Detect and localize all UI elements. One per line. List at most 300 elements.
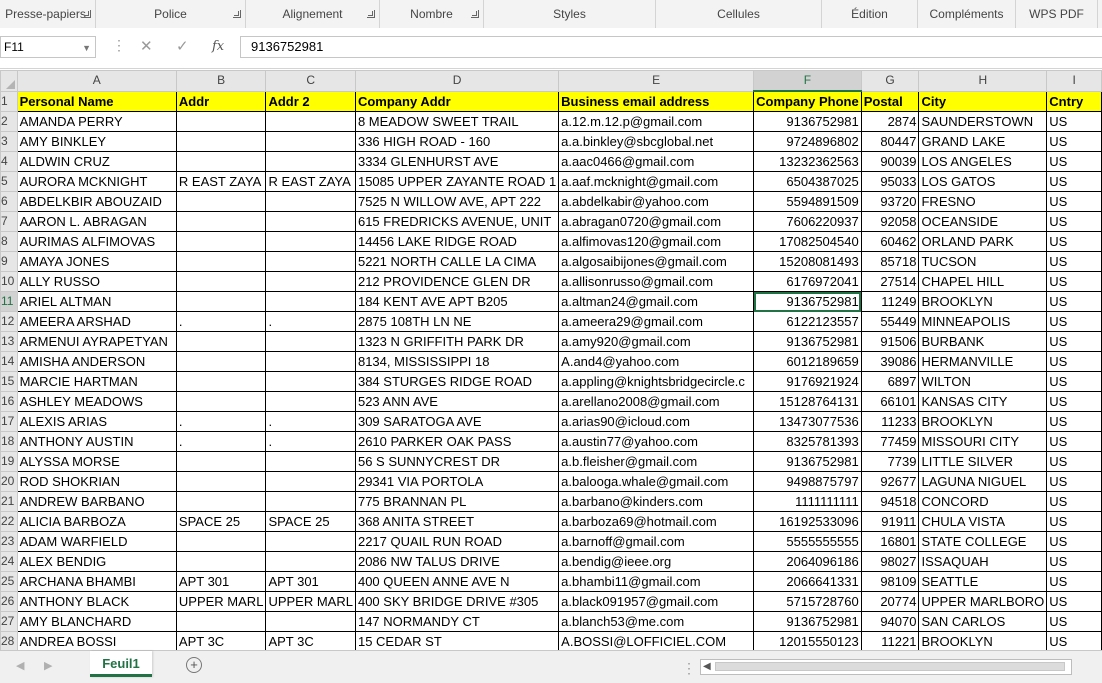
row-header[interactable]: 16 <box>1 392 18 412</box>
cell[interactable]: UPPER MARL <box>266 592 356 612</box>
cell[interactable]: US <box>1047 312 1102 332</box>
cell[interactable]: 6122123557 <box>754 312 862 332</box>
cell[interactable]: WILTON <box>919 372 1047 392</box>
cell[interactable]: 2217 QUAIL RUN ROAD <box>355 532 558 552</box>
dialog-launcher-icon[interactable] <box>471 10 479 18</box>
cell[interactable]: a.a.binkley@sbcglobal.net <box>559 132 754 152</box>
cell[interactable]: ALYSSA MORSE <box>17 452 176 472</box>
cell[interactable]: US <box>1047 512 1102 532</box>
cell[interactable]: 368 ANITA STREET <box>355 512 558 532</box>
cell[interactable]: US <box>1047 532 1102 552</box>
cell[interactable]: a.abragan0720@gmail.com <box>559 212 754 232</box>
cell[interactable]: 15085 UPPER ZAYANTE ROAD 1 <box>355 172 558 192</box>
column-header-e[interactable]: E <box>559 71 754 92</box>
cell[interactable]: ANTHONY BLACK <box>17 592 176 612</box>
column-header-h[interactable]: H <box>919 71 1047 92</box>
cell[interactable]: OCEANSIDE <box>919 212 1047 232</box>
cell[interactable]: US <box>1047 272 1102 292</box>
cell[interactable]: 2610 PARKER OAK PASS <box>355 432 558 452</box>
cell[interactable] <box>266 452 356 472</box>
tab-splitter[interactable]: ⋮ <box>682 660 696 676</box>
cell[interactable]: 77459 <box>861 432 919 452</box>
cell[interactable]: 17082504540 <box>754 232 862 252</box>
cell[interactable]: APT 301 <box>266 572 356 592</box>
cell[interactable]: 2875 108TH LN NE <box>355 312 558 332</box>
column-title-cell[interactable]: Company Phone <box>754 91 862 112</box>
column-title-cell[interactable]: Personal Name <box>17 91 176 112</box>
row-header[interactable]: 5 <box>1 172 18 192</box>
cell[interactable] <box>176 152 266 172</box>
cell[interactable]: FRESNO <box>919 192 1047 212</box>
cell[interactable]: 56 S SUNNYCREST DR <box>355 452 558 472</box>
cell[interactable]: 7525 N WILLOW AVE, APT 222 <box>355 192 558 212</box>
cell[interactable]: ARIEL ALTMAN <box>17 292 176 312</box>
cell[interactable]: APT 3C <box>176 632 266 652</box>
cell[interactable] <box>266 212 356 232</box>
cell[interactable] <box>176 492 266 512</box>
cell[interactable]: ANTHONY AUSTIN <box>17 432 176 452</box>
row-header[interactable]: 3 <box>1 132 18 152</box>
formula-input[interactable] <box>240 36 1102 58</box>
row-header[interactable]: 2 <box>1 112 18 132</box>
dialog-launcher-icon[interactable] <box>367 10 375 18</box>
cell[interactable]: AURORA MCKNIGHT <box>17 172 176 192</box>
cell[interactable]: CHAPEL HILL <box>919 272 1047 292</box>
close-icon[interactable]: ✕ <box>140 38 153 55</box>
cell[interactable] <box>266 532 356 552</box>
cell[interactable]: 2064096186 <box>754 552 862 572</box>
cell[interactable]: US <box>1047 212 1102 232</box>
cell[interactable]: a.arellano2008@gmail.com <box>559 392 754 412</box>
cell[interactable]: 9136752981 <box>754 112 862 132</box>
column-header-c[interactable]: C <box>266 71 356 92</box>
cell[interactable]: 16192533096 <box>754 512 862 532</box>
cell[interactable]: US <box>1047 572 1102 592</box>
cell[interactable]: 309 SARATOGA AVE <box>355 412 558 432</box>
cell[interactable]: BROOKLYN <box>919 412 1047 432</box>
cell[interactable]: A.and4@yahoo.com <box>559 352 754 372</box>
cell[interactable]: 400 QUEEN ANNE AVE N <box>355 572 558 592</box>
cell[interactable]: a.austin77@yahoo.com <box>559 432 754 452</box>
column-title-cell[interactable]: Addr <box>176 91 266 112</box>
cell[interactable]: GRAND LAKE <box>919 132 1047 152</box>
cell[interactable] <box>176 472 266 492</box>
cell[interactable]: 60462 <box>861 232 919 252</box>
cell[interactable]: 5594891509 <box>754 192 862 212</box>
cell[interactable] <box>176 352 266 372</box>
cell[interactable]: a.arias90@icloud.com <box>559 412 754 432</box>
cell[interactable]: 8 MEADOW SWEET TRAIL <box>355 112 558 132</box>
cell[interactable]: STATE COLLEGE <box>919 532 1047 552</box>
cell[interactable] <box>266 612 356 632</box>
cell[interactable]: a.ameera29@gmail.com <box>559 312 754 332</box>
cell[interactable]: ALLY RUSSO <box>17 272 176 292</box>
cell[interactable]: US <box>1047 292 1102 312</box>
cell[interactable]: MARCIE HARTMAN <box>17 372 176 392</box>
cell[interactable]: 3334 GLENHURST AVE <box>355 152 558 172</box>
cell[interactable]: ALEXIS ARIAS <box>17 412 176 432</box>
cell[interactable]: 90039 <box>861 152 919 172</box>
cell[interactable]: a.algosaibijones@gmail.com <box>559 252 754 272</box>
cell[interactable]: 775 BRANNAN PL <box>355 492 558 512</box>
dialog-launcher-icon[interactable] <box>83 10 91 18</box>
cell[interactable]: US <box>1047 152 1102 172</box>
cell[interactable]: 39086 <box>861 352 919 372</box>
cell[interactable]: 1323 N GRIFFITH PARK DR <box>355 332 558 352</box>
cell[interactable]: 55449 <box>861 312 919 332</box>
cell[interactable]: US <box>1047 352 1102 372</box>
cell[interactable]: 400 SKY BRIDGE DRIVE #305 <box>355 592 558 612</box>
cell[interactable]: BROOKLYN <box>919 292 1047 312</box>
cell[interactable]: 9724896802 <box>754 132 862 152</box>
row-header[interactable]: 12 <box>1 312 18 332</box>
cell[interactable]: US <box>1047 632 1102 652</box>
worksheet-grid[interactable] <box>0 70 1102 652</box>
cell[interactable]: a.bendig@ieee.org <box>559 552 754 572</box>
cell[interactable]: R EAST ZAYA <box>176 172 266 192</box>
cell[interactable]: LAGUNA NIGUEL <box>919 472 1047 492</box>
cell[interactable]: . <box>176 432 266 452</box>
cell[interactable] <box>266 272 356 292</box>
cell[interactable] <box>176 272 266 292</box>
cell[interactable]: US <box>1047 172 1102 192</box>
cell[interactable]: US <box>1047 392 1102 412</box>
cell[interactable]: 7739 <box>861 452 919 472</box>
cell[interactable]: 14456 LAKE RIDGE ROAD <box>355 232 558 252</box>
cell[interactable]: SPACE 25 <box>176 512 266 532</box>
dialog-launcher-icon[interactable] <box>233 10 241 18</box>
cell[interactable]: . <box>266 412 356 432</box>
row-header[interactable]: 26 <box>1 592 18 612</box>
column-title-cell[interactable]: Postal <box>861 91 919 112</box>
cell[interactable]: 29341 VIA PORTOLA <box>355 472 558 492</box>
cell[interactable]: 2066641331 <box>754 572 862 592</box>
cell[interactable]: 91506 <box>861 332 919 352</box>
cell[interactable] <box>176 372 266 392</box>
cell[interactable] <box>176 112 266 132</box>
cell[interactable] <box>266 152 356 172</box>
cell[interactable]: 11233 <box>861 412 919 432</box>
cell[interactable]: US <box>1047 592 1102 612</box>
cell[interactable] <box>176 212 266 232</box>
cell[interactable] <box>176 612 266 632</box>
cell[interactable]: a.barboza69@hotmail.com <box>559 512 754 532</box>
cell[interactable]: 615 FREDRICKS AVENUE, UNIT <box>355 212 558 232</box>
cell[interactable]: . <box>266 312 356 332</box>
cell[interactable]: CONCORD <box>919 492 1047 512</box>
cell[interactable]: US <box>1047 252 1102 272</box>
cell[interactable]: US <box>1047 492 1102 512</box>
cell[interactable]: APT 3C <box>266 632 356 652</box>
cell[interactable]: LOS GATOS <box>919 172 1047 192</box>
column-title-cell[interactable]: City <box>919 91 1047 112</box>
cell[interactable]: 184 KENT AVE APT B205 <box>355 292 558 312</box>
cell[interactable]: ADAM WARFIELD <box>17 532 176 552</box>
cell[interactable]: a.abdelkabir@yahoo.com <box>559 192 754 212</box>
row-header[interactable]: 25 <box>1 572 18 592</box>
cell[interactable]: ALDWIN CRUZ <box>17 152 176 172</box>
cell[interactable] <box>266 392 356 412</box>
cell[interactable] <box>176 192 266 212</box>
column-header-b[interactable]: B <box>176 71 266 92</box>
cell[interactable]: 92058 <box>861 212 919 232</box>
cell[interactable]: AMY BINKLEY <box>17 132 176 152</box>
cell[interactable]: a.aac0466@gmail.com <box>559 152 754 172</box>
cell[interactable] <box>176 232 266 252</box>
cell[interactable]: 20774 <box>861 592 919 612</box>
cell[interactable] <box>266 192 356 212</box>
cell[interactable]: 94518 <box>861 492 919 512</box>
cell[interactable]: US <box>1047 332 1102 352</box>
cell[interactable] <box>266 132 356 152</box>
cell[interactable]: AMAYA JONES <box>17 252 176 272</box>
check-icon[interactable]: ✓ <box>176 38 189 55</box>
cell[interactable]: 7606220937 <box>754 212 862 232</box>
cell[interactable]: US <box>1047 552 1102 572</box>
cell[interactable] <box>266 552 356 572</box>
cell[interactable]: 13473077536 <box>754 412 862 432</box>
row-header[interactable]: 7 <box>1 212 18 232</box>
cell[interactable]: AMY BLANCHARD <box>17 612 176 632</box>
cell[interactable]: LITTLE SILVER <box>919 452 1047 472</box>
cell[interactable]: . <box>176 312 266 332</box>
cell[interactable] <box>176 292 266 312</box>
row-header[interactable]: 14 <box>1 352 18 372</box>
cell[interactable]: a.aaf.mcknight@gmail.com <box>559 172 754 192</box>
cell[interactable] <box>176 132 266 152</box>
scroll-right-icon[interactable]: ▶ <box>44 660 53 672</box>
cell[interactable]: . <box>266 432 356 452</box>
cell[interactable]: TUCSON <box>919 252 1047 272</box>
cell[interactable]: 9136752981 <box>754 332 862 352</box>
cell[interactable]: 9136752981 <box>754 612 862 632</box>
cell[interactable]: 2874 <box>861 112 919 132</box>
cell[interactable]: ARMENUI AYRAPETYAN <box>17 332 176 352</box>
cell[interactable]: ABDELKBIR ABOUZAID <box>17 192 176 212</box>
cell[interactable]: ARCHANA BHAMBI <box>17 572 176 592</box>
cell[interactable]: 523 ANN AVE <box>355 392 558 412</box>
name-box[interactable] <box>0 36 96 58</box>
column-header-f[interactable]: F <box>754 71 862 92</box>
cell[interactable]: 11249 <box>861 292 919 312</box>
cell[interactable]: AARON L. ABRAGAN <box>17 212 176 232</box>
row-header[interactable]: 13 <box>1 332 18 352</box>
cell[interactable]: ANDREA BOSSI <box>17 632 176 652</box>
cell[interactable]: 66101 <box>861 392 919 412</box>
cell[interactable]: 6504387025 <box>754 172 862 192</box>
cell[interactable]: US <box>1047 232 1102 252</box>
cell[interactable]: ANDREW BARBANO <box>17 492 176 512</box>
row-header[interactable]: 9 <box>1 252 18 272</box>
cell[interactable]: 6176972041 <box>754 272 862 292</box>
cell[interactable]: 85718 <box>861 252 919 272</box>
row-header[interactable]: 11 <box>1 292 18 312</box>
cell[interactable] <box>266 112 356 132</box>
cell[interactable] <box>266 352 356 372</box>
cell[interactable] <box>176 532 266 552</box>
cell[interactable]: 9136752981 <box>754 452 862 472</box>
row-header[interactable]: 20 <box>1 472 18 492</box>
cell[interactable]: ISSAQUAH <box>919 552 1047 572</box>
cell[interactable]: 9176921924 <box>754 372 862 392</box>
cell[interactable]: ORLAND PARK <box>919 232 1047 252</box>
cell[interactable]: 27514 <box>861 272 919 292</box>
cell[interactable] <box>266 252 356 272</box>
cell[interactable]: 93720 <box>861 192 919 212</box>
cell[interactable]: 15208081493 <box>754 252 862 272</box>
cell[interactable]: a.bhambi11@gmail.com <box>559 572 754 592</box>
cell[interactable]: 6897 <box>861 372 919 392</box>
row-header[interactable]: 1 <box>1 91 18 112</box>
cell[interactable]: a.balooga.whale@gmail.com <box>559 472 754 492</box>
cell[interactable]: BROOKLYN <box>919 632 1047 652</box>
cell[interactable]: 6012189659 <box>754 352 862 372</box>
cell[interactable]: ALICIA BARBOZA <box>17 512 176 532</box>
cell[interactable]: a.b.fleisher@gmail.com <box>559 452 754 472</box>
cell[interactable]: AMISHA ANDERSON <box>17 352 176 372</box>
cell[interactable]: HERMANVILLE <box>919 352 1047 372</box>
row-header[interactable]: 21 <box>1 492 18 512</box>
cell[interactable]: 336 HIGH ROAD - 160 <box>355 132 558 152</box>
cell[interactable]: KANSAS CITY <box>919 392 1047 412</box>
cell[interactable]: 384 STURGES RIDGE ROAD <box>355 372 558 392</box>
cell[interactable]: CHULA VISTA <box>919 512 1047 532</box>
cell[interactable]: 95033 <box>861 172 919 192</box>
cell[interactable]: US <box>1047 612 1102 632</box>
cell[interactable]: 2086 NW TALUS DRIVE <box>355 552 558 572</box>
cell[interactable] <box>266 292 356 312</box>
cell[interactable]: 212 PROVIDENCE GLEN DR <box>355 272 558 292</box>
cell[interactable]: 1111111111 <box>754 492 862 512</box>
active-cell[interactable]: 9136752981 <box>754 292 862 312</box>
cell[interactable]: 80447 <box>861 132 919 152</box>
scroll-left-arrow-icon[interactable]: ◀ <box>703 661 711 672</box>
cell[interactable]: 11221 <box>861 632 919 652</box>
column-header-d[interactable]: D <box>355 71 558 92</box>
horizontal-scrollbar[interactable] <box>700 659 1072 675</box>
row-header[interactable]: 8 <box>1 232 18 252</box>
cell[interactable]: ROD SHOKRIAN <box>17 472 176 492</box>
cell[interactable]: a.amy920@gmail.com <box>559 332 754 352</box>
chevron-down-icon[interactable]: ▼ <box>82 43 91 53</box>
row-header[interactable]: 6 <box>1 192 18 212</box>
cell[interactable]: UPPER MARLBORO <box>919 592 1047 612</box>
cell[interactable]: UPPER MARL <box>176 592 266 612</box>
cell[interactable]: a.blanch53@me.com <box>559 612 754 632</box>
cell[interactable]: a.black091957@gmail.com <box>559 592 754 612</box>
cell[interactable]: a.appling@knightsbridgecircle.c <box>559 372 754 392</box>
cell[interactable]: US <box>1047 112 1102 132</box>
cell[interactable]: A.BOSSI@LOFFICIEL.COM <box>559 632 754 652</box>
fx-icon[interactable]: fx <box>212 39 225 54</box>
row-header[interactable]: 15 <box>1 372 18 392</box>
cell[interactable] <box>266 232 356 252</box>
cell[interactable]: R EAST ZAYA <box>266 172 356 192</box>
cell[interactable]: SAN CARLOS <box>919 612 1047 632</box>
row-header[interactable]: 24 <box>1 552 18 572</box>
column-header-a[interactable]: A <box>17 71 176 92</box>
column-title-cell[interactable]: Cntry <box>1047 91 1102 112</box>
cell[interactable]: 94070 <box>861 612 919 632</box>
cell[interactable] <box>266 492 356 512</box>
cell[interactable]: 8325781393 <box>754 432 862 452</box>
cell[interactable]: ALEX BENDIG <box>17 552 176 572</box>
cell[interactable]: 92677 <box>861 472 919 492</box>
cell[interactable]: a.allisonrusso@gmail.com <box>559 272 754 292</box>
row-header[interactable]: 17 <box>1 412 18 432</box>
cell[interactable]: ASHLEY MEADOWS <box>17 392 176 412</box>
cell[interactable]: BURBANK <box>919 332 1047 352</box>
cell[interactable]: 98109 <box>861 572 919 592</box>
cell[interactable]: US <box>1047 372 1102 392</box>
formula-bar-splitter[interactable]: ⋮ <box>112 37 126 53</box>
column-header-g[interactable]: G <box>861 71 919 92</box>
scrollbar-thumb[interactable] <box>715 662 1065 671</box>
cell[interactable]: 5715728760 <box>754 592 862 612</box>
cell[interactable]: 16801 <box>861 532 919 552</box>
row-header[interactable]: 22 <box>1 512 18 532</box>
cell[interactable] <box>266 372 356 392</box>
cell[interactable]: 8134, MISSISSIPPI 18 <box>355 352 558 372</box>
cell[interactable]: . <box>176 412 266 432</box>
cell[interactable]: 98027 <box>861 552 919 572</box>
cell[interactable]: 147 NORMANDY CT <box>355 612 558 632</box>
row-header[interactable]: 10 <box>1 272 18 292</box>
column-title-cell[interactable]: Addr 2 <box>266 91 356 112</box>
cell[interactable] <box>176 392 266 412</box>
cell[interactable]: AMANDA PERRY <box>17 112 176 132</box>
cell[interactable]: a.barbano@kinders.com <box>559 492 754 512</box>
cell[interactable]: US <box>1047 432 1102 452</box>
select-all-corner[interactable] <box>1 71 18 92</box>
cell[interactable]: a.12.m.12.p@gmail.com <box>559 112 754 132</box>
cell[interactable]: LOS ANGELES <box>919 152 1047 172</box>
cell[interactable]: US <box>1047 132 1102 152</box>
cell[interactable]: AMEERA ARSHAD <box>17 312 176 332</box>
cell[interactable]: 5221 NORTH CALLE LA CIMA <box>355 252 558 272</box>
cell[interactable]: SEATTLE <box>919 572 1047 592</box>
cell[interactable]: AURIMAS ALFIMOVAS <box>17 232 176 252</box>
cell[interactable] <box>266 332 356 352</box>
cell[interactable]: US <box>1047 472 1102 492</box>
cell[interactable]: 9498875797 <box>754 472 862 492</box>
cell[interactable]: MINNEAPOLIS <box>919 312 1047 332</box>
cell[interactable] <box>266 472 356 492</box>
cell[interactable]: 13232362563 <box>754 152 862 172</box>
cell[interactable]: a.barnoff@gmail.com <box>559 532 754 552</box>
cell[interactable]: US <box>1047 192 1102 212</box>
cell[interactable] <box>176 552 266 572</box>
cell[interactable]: US <box>1047 452 1102 472</box>
cell[interactable]: 5555555555 <box>754 532 862 552</box>
cell[interactable] <box>176 252 266 272</box>
cell[interactable]: a.alfimovas120@gmail.com <box>559 232 754 252</box>
row-header[interactable]: 27 <box>1 612 18 632</box>
cell[interactable]: APT 301 <box>176 572 266 592</box>
add-sheet-icon[interactable]: + <box>186 657 202 673</box>
cell[interactable]: SPACE 25 <box>266 512 356 532</box>
column-header-i[interactable]: I <box>1047 71 1102 92</box>
cell[interactable]: SAUNDERSTOWN <box>919 112 1047 132</box>
cell[interactable]: 15128764131 <box>754 392 862 412</box>
row-header[interactable]: 28 <box>1 632 18 652</box>
cell[interactable] <box>176 452 266 472</box>
cell[interactable]: MISSOURI CITY <box>919 432 1047 452</box>
cell[interactable]: US <box>1047 412 1102 432</box>
row-header[interactable]: 18 <box>1 432 18 452</box>
row-header[interactable]: 4 <box>1 152 18 172</box>
cell[interactable]: 12015550123 <box>754 632 862 652</box>
